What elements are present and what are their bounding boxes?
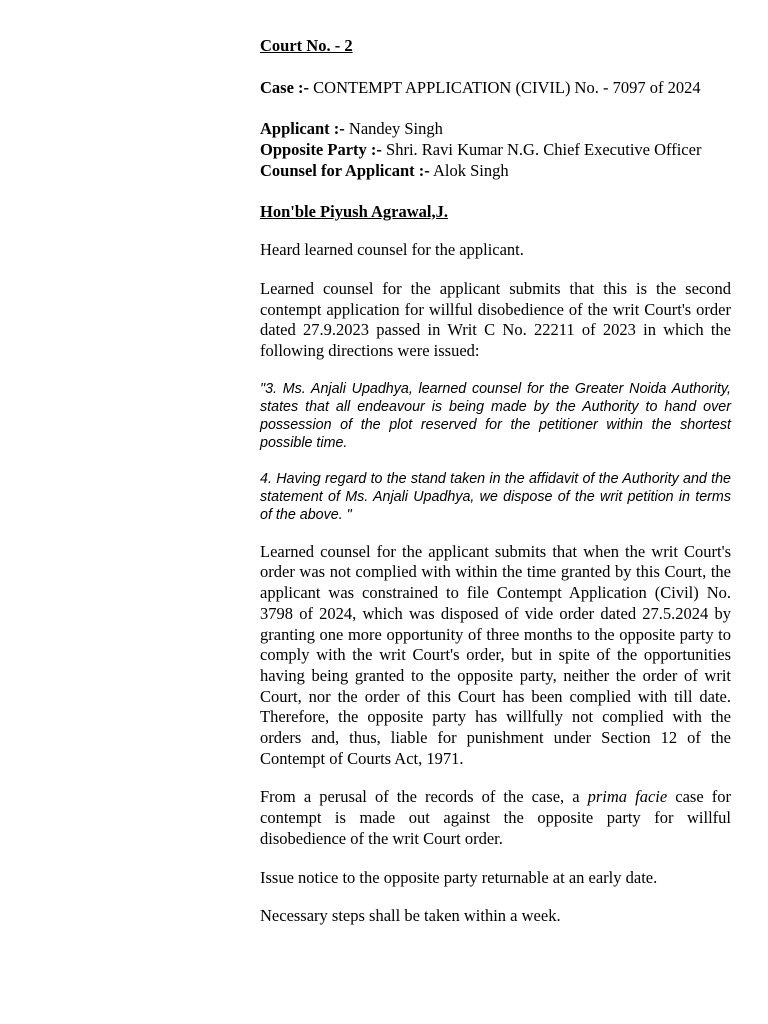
case-label: Case :- (260, 77, 310, 97)
applicant-value: Nandey Singh (348, 119, 443, 139)
applicant-line (260, 119, 731, 140)
applicant-label: Applicant :- (260, 119, 345, 139)
court-number (260, 36, 731, 57)
paragraph-4-end: case for contempt is made out against the opposite party for willful disobedience of the writ Court order. (260, 787, 731, 848)
opposite-party-line (260, 140, 731, 161)
opposite-party-label: Opposite Party :- (260, 140, 382, 160)
judge-name (260, 202, 731, 223)
court-number-text: Court No. - 2 (260, 36, 353, 55)
counsel-line (260, 161, 731, 182)
paragraph-1: Heard learned counsel for the applicant. (260, 240, 524, 260)
case-line (260, 78, 731, 99)
quoted-direction-4: 4. Having regard to the stand taken in the affidavit of the Authority and the statement of Ms. Anjali Upadhya, we dispose of the writ petition in terms of the above. " (260, 470, 731, 523)
court-order-document (260, 36, 731, 945)
paragraph-5: Issue notice to the opposite party returnable at an early date. (260, 867, 658, 887)
opposite-party-value: Shri. Ravi Kumar N.G. Chief Executive Officer (386, 140, 702, 160)
paragraph-3: Learned counsel for the applicant submits that when the writ Court's order was not complied with within the time granted by this Court, the applicant was constrained to file Contempt Application (Civil) No. 3798 of 2024, which was disposed of vide order dated 27.5.2024 by granting one more opportunity of three months to the opposite party to comply with the writ Court's order, but in spite of the opportunities having being granted to the opposite party, neither the order of writ Court, nor the order of this Court has been complied with till date. Therefore, the opposite party has willfully not complied with the orders and, thus, liable for punishment under Section 12 of the Contempt of Courts Act, 1971. (260, 541, 731, 768)
judge-name-text: Hon'ble Piyush Agrawal,J. (260, 201, 448, 221)
quoted-direction-3: "3. Ms. Anjali Upadhya, learned counsel for the Greater Noida Authority, states that all endeavour is being made by the Authority to hand over possession of the plot reserved for the petitioner within the shortest possible time. (260, 380, 731, 451)
paragraph-4-italic: prima facie (587, 787, 668, 807)
paragraph-2: Learned counsel for the applicant submits that this is the second contempt application for willful disobedience of the writ Court's order dated 27.9.2023 passed in Writ C No. 22211 of 2023 in which the following directions were issued: (260, 278, 731, 361)
paragraph-4-start: From a perusal of the records of the case, a (260, 787, 588, 807)
counsel-value: Alok Singh (432, 160, 509, 180)
paragraph-4 (260, 787, 731, 849)
case-value: CONTEMPT APPLICATION (CIVIL) No. - 7097 of 2024 (313, 77, 701, 97)
counsel-label: Counsel for Applicant :- (260, 160, 430, 180)
paragraph-6: Necessary steps shall be taken within a week. (260, 906, 561, 926)
